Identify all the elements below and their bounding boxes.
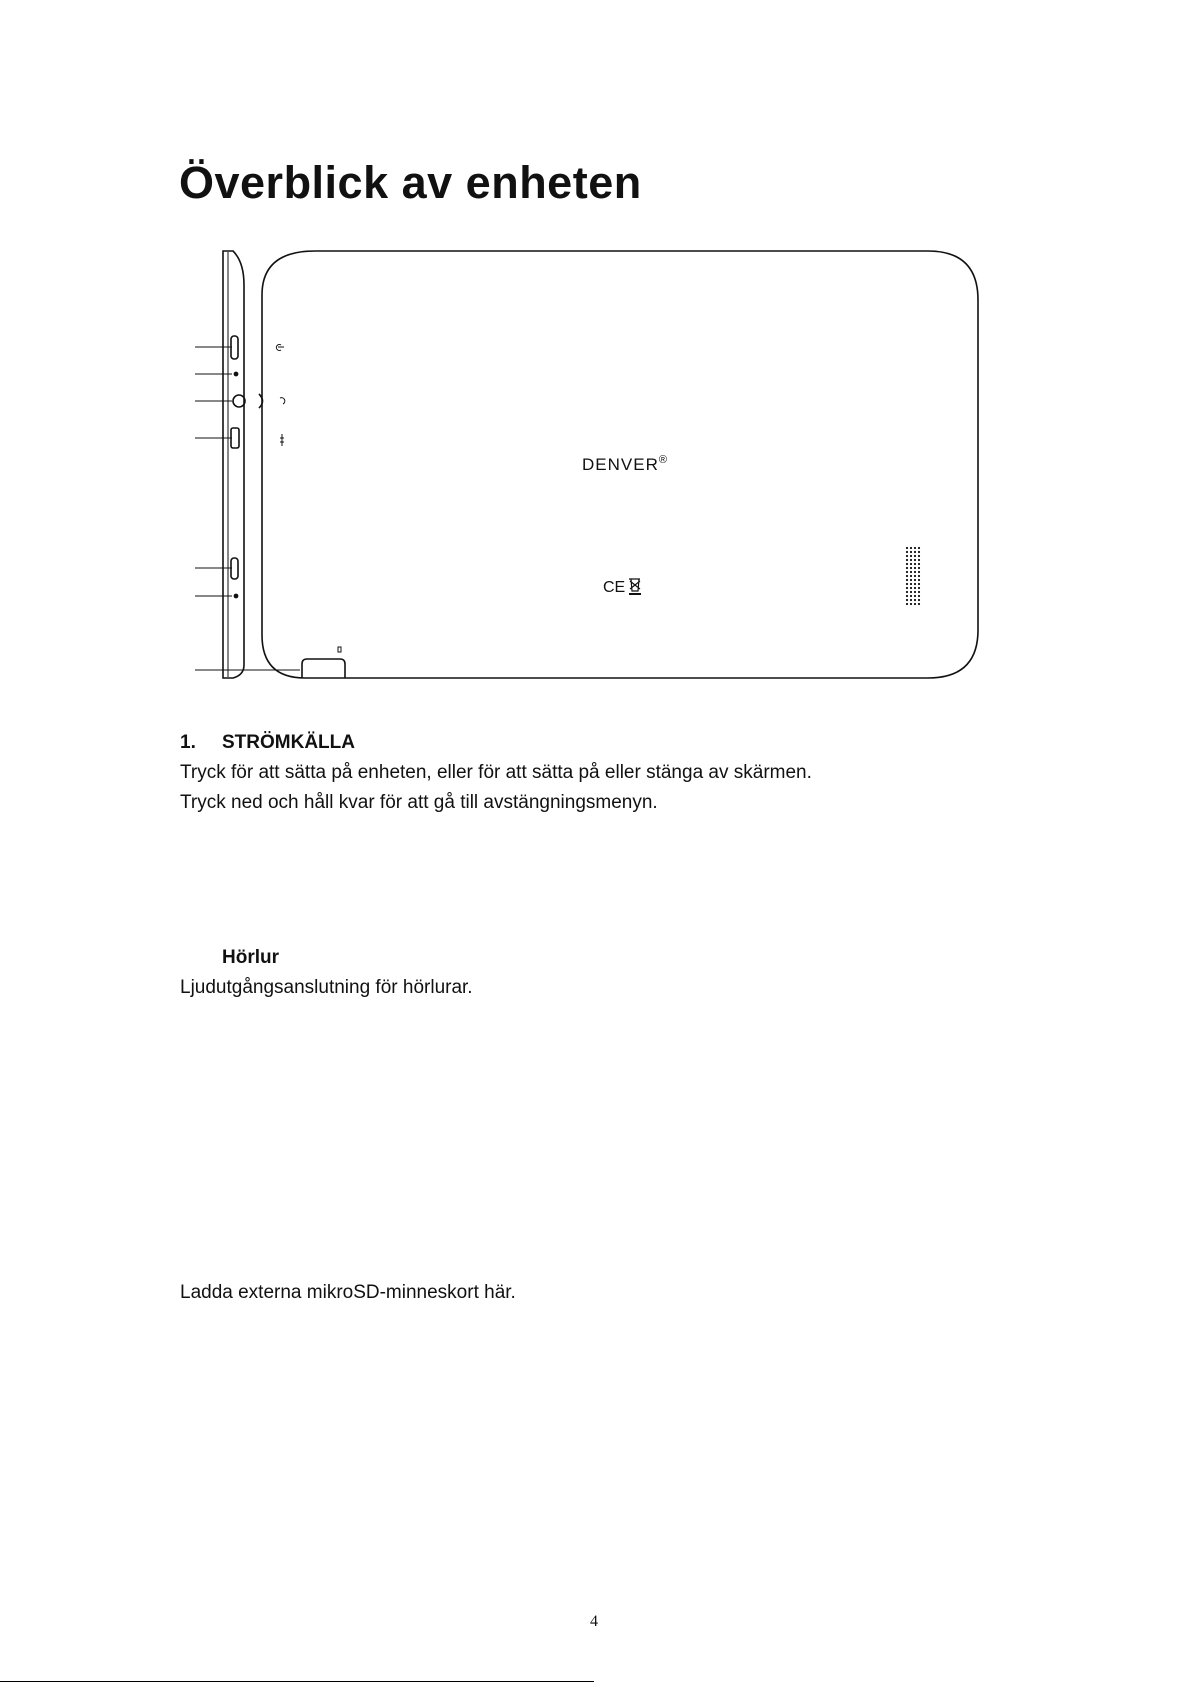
section-title: Hörlur — [222, 947, 279, 968]
section-heading — [180, 728, 812, 758]
power-icon — [231, 336, 238, 359]
usb-icon — [231, 428, 239, 448]
brand-mark: ® — [658, 454, 668, 466]
microsd-slot-icon — [302, 659, 345, 678]
section-line: Tryck ned och håll kvar för att gå till avstängningsmenyn. — [180, 792, 658, 813]
brand-logo — [582, 454, 668, 474]
section-power — [180, 728, 812, 818]
section-microsd — [180, 1278, 516, 1308]
speaker-grille-icon — [906, 547, 920, 605]
menu-button-icon — [231, 558, 238, 579]
reset-icon — [234, 594, 237, 597]
section-line: Ladda externa mikroSD-minneskort här. — [180, 1282, 516, 1303]
section-line: Tryck för att sätta på enheten, eller för att sätta på eller stänga av skärmen. — [180, 762, 812, 783]
section-headphone — [180, 943, 473, 1003]
section-title: STRÖMKÄLLA — [222, 732, 355, 753]
ce-mark: CE — [603, 579, 626, 596]
brand-logo-text: DENVER — [582, 455, 659, 474]
microphone-icon — [234, 372, 237, 375]
section-line: Ljudutgångsanslutning för hörlurar. — [180, 977, 473, 998]
tablet-side-profile — [223, 251, 244, 678]
section-number: 1. — [180, 732, 196, 753]
page-title: Överblick av enheten — [179, 157, 642, 208]
recycle-bin-icon — [629, 579, 641, 594]
footer-rule — [0, 1681, 594, 1682]
page-number: 4 — [590, 1613, 598, 1630]
device-diagram — [0, 0, 1191, 700]
